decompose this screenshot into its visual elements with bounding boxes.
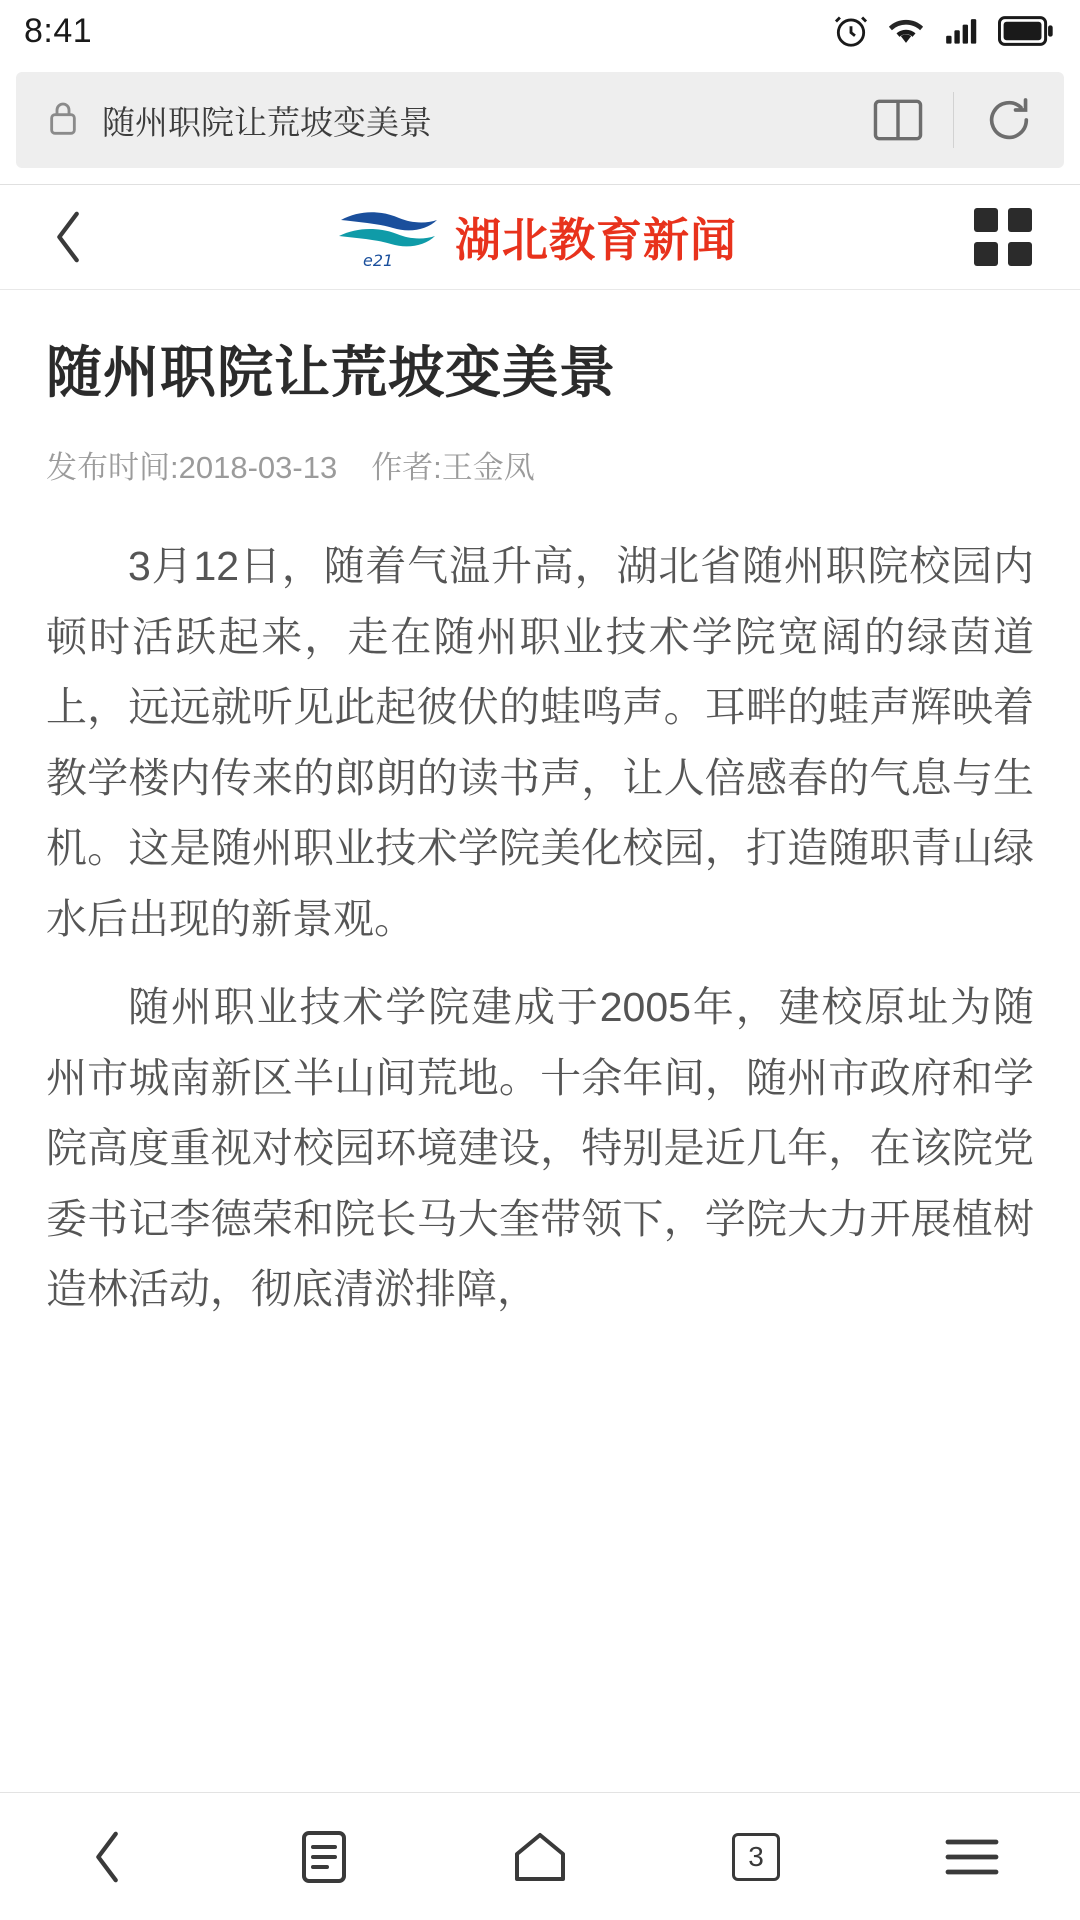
back-chevron-icon[interactable] [33,1807,183,1907]
reader-view-icon[interactable] [843,72,953,168]
menu-icon[interactable] [897,1807,1047,1907]
e21-wave-logo-icon [333,204,441,270]
address-bar-input[interactable] [16,97,843,144]
article-paragraph: 随州职业技术学院建成于2005年，建校原址为随州市城南新区半山间荒地。十余年间，随州市政府和学院高度重视对校园环境建设，特别是近几年，在该院党委书记李德荣和院长马大奎带领下，学院大力开展植树造林活动，彻底清淤排障， [46,984,1034,1313]
site-header [0,184,1080,290]
browser-bottom-nav [0,1792,1080,1920]
site-logo[interactable] [333,204,737,270]
article [0,290,1080,1547]
battery-icon [998,14,1054,48]
alarm-icon [832,12,870,50]
content-clip-edge [46,1541,1034,1547]
page-title: 随州职院让荒坡变美景 [46,341,616,404]
grid-menu-icon[interactable] [966,200,1040,274]
lock-icon [46,98,80,143]
wifi-icon [886,12,926,50]
article-scroll-region[interactable] [46,487,1034,1547]
author: 作者:王金凤 [371,450,535,485]
address-bar[interactable] [16,72,1064,168]
site-logo-text: 湖北教育新闻 [455,213,737,267]
bookmarks-icon[interactable] [249,1807,399,1907]
reload-icon[interactable] [954,72,1064,168]
tab-count-label: 3 [732,1833,780,1881]
svg-text:e21: e21 [363,251,394,270]
home-icon[interactable] [465,1807,615,1907]
publish-time: 发布时间:2018-03-13 [46,450,338,485]
site-back-button[interactable] [34,202,104,272]
address-bar-title: 随州职院让荒坡变美景 [102,103,432,141]
browser-toolbar [0,62,1080,184]
signal-icon [942,12,982,50]
article-body [46,531,1034,1325]
tab-count-button[interactable] [681,1807,831,1907]
status-time: 8:41 [24,11,93,50]
status-icons [832,12,1054,50]
status-bar [0,0,1080,62]
article-paragraph: 3月12日，随着气温升高，湖北省随州职院校园内顿时活跃起来，走在随州职业技术学院宽阔的绿茵道上，远远就听见此起彼伏的蛙鸣声。耳畔的蛙声辉映着教学楼内传来的郎朗的读书声，让人倍感春的气息与生机。这是随州职业技术学院美化校园，打造随职青山绿水后出现的新景观。 [46,543,1034,942]
article-meta [46,442,1034,487]
